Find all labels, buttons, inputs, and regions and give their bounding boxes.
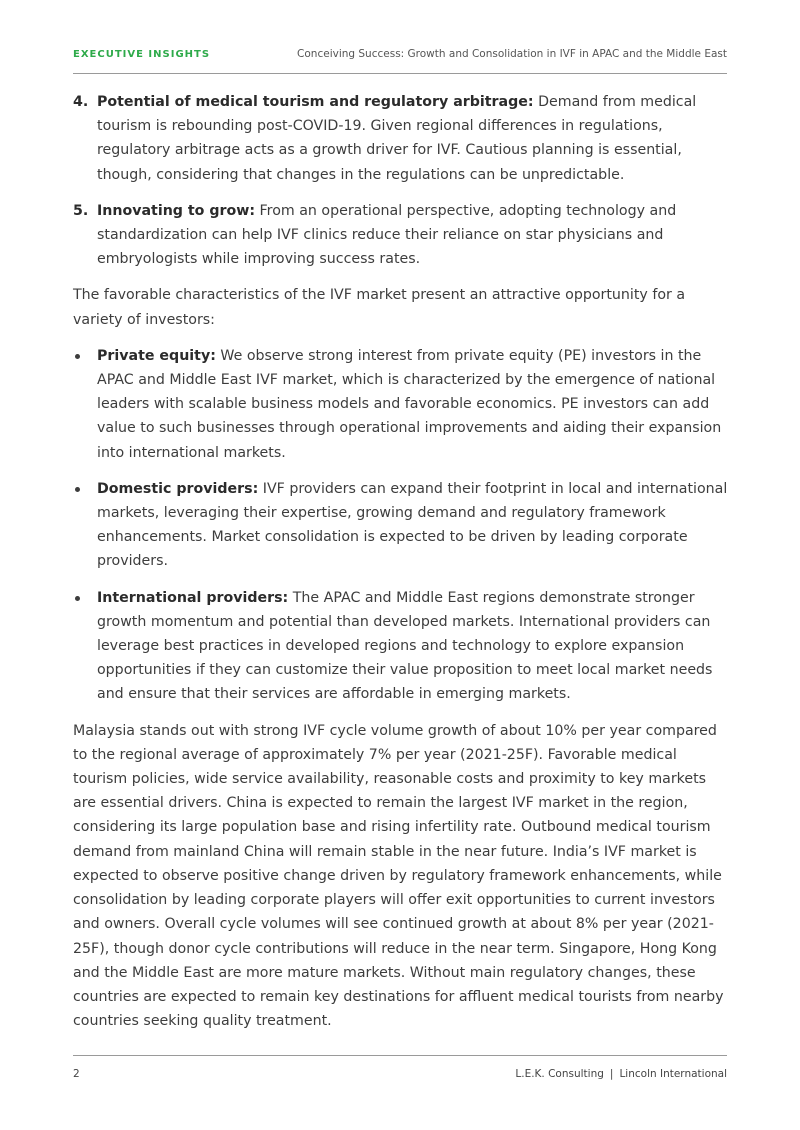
bullet-dot [75, 596, 80, 601]
bullet-item [73, 477, 731, 574]
item-lead: Potential of medical tourism and regulatory arbitrage: [97, 94, 534, 110]
bullet-text: The APAC and Middle East regions demonstrate stronger growth momentum and potential than developed markets. International providers can leverage best practices in developed regions and technology to explore expansion opportunities if they can customize their value proposition to meet local market needs and ensure that their services are affordable in emerging markets. [97, 589, 713, 703]
bullet-text: IVF providers can expand their footprint in local and international markets, leveraging their expertise, growing demand and regulatory framework enhancements. Market consolidation is expected to be driven by leading corporate providers. [97, 480, 728, 570]
footer-separator: | [609, 1068, 614, 1080]
page-footer [73, 1055, 727, 1088]
closing-paragraph: Malaysia stands out with strong IVF cycle volume growth of about 10% per year compared to the regional average of approximately 7% per year (2021-25F). Favorable medical tourism policies, wide service availability, reasonable costs and proximity to key markets are essential drivers. China is expected to remain the largest IVF market in the region, considering its large population base and rising infertility rate. Outbound medical tourism demand from mainland China will remain stable in the near future. India’s IVF market is expected to observe positive change driven by regulatory framework enhancements, while consolidation by leading corporate players will offer exit opportunities to current investors and owners. Overall cycle volumes will see continued growth at about 8% per year (2021-25F), though donor cycle contributions will reduce in the near term. Singapore, Hong Kong and the Middle East are more mature markets. Without main regulatory changes, these countries are expected to remain key destinations for affluent medical tourists from nearby countries seeking quality treatment. [73, 722, 724, 1030]
item-text: From an operational perspective, adopting technology and standardization can help IVF clinics reduce their reliance on star physicians and embryologists while improving success rates. [97, 202, 677, 268]
item-lead: Innovating to grow: [97, 202, 256, 219]
page-header [73, 47, 727, 74]
item-text: Demand from medical tourism is rebounding post-COVID-19. Given regional differences in regulations, regulatory arbitrage acts as a growth driver for IVF. Cautious planning is essential, though, considering that changes in the regulations can be unpredictable. [97, 94, 697, 183]
page-number: 2 [73, 1068, 80, 1080]
bullet-dot [75, 487, 80, 492]
bullet-lead: Private equity: [97, 347, 216, 364]
numbered-list [73, 90, 731, 271]
main-content [73, 90, 731, 1033]
numbered-item [73, 199, 731, 272]
document-title: Conceiving Success: Growth and Consolidation in IVF in APAC and the Middle East [297, 48, 727, 60]
section-eyebrow: EXECUTIVE INSIGHTS [73, 49, 211, 60]
firm-name: L.E.K. Consulting [515, 1068, 604, 1080]
item-number: 4. [73, 94, 89, 110]
firm-name: Lincoln International [619, 1068, 727, 1080]
bullet-lead: Domestic providers: [97, 480, 259, 497]
bullet-item [73, 586, 731, 707]
bullet-text: We observe strong interest from private equity (PE) investors in the APAC and Middle East IVF market, which is characterized by the emergence of national leaders with scalable business models and favorable economics. PE investors can add value to such businesses through operational improvements and aiding their expansion into international markets. [97, 347, 722, 461]
bullet-lead: International providers: [97, 589, 289, 606]
bullet-dot [75, 354, 80, 359]
numbered-item [73, 90, 731, 187]
item-number: 5. [73, 202, 89, 219]
bullet-list [73, 344, 731, 707]
bullet-item [73, 344, 731, 465]
intro-paragraph: The favorable characteristics of the IVF market present an attractive opportunity for a variety of investors: [73, 287, 686, 328]
footer-credits [515, 1068, 727, 1080]
